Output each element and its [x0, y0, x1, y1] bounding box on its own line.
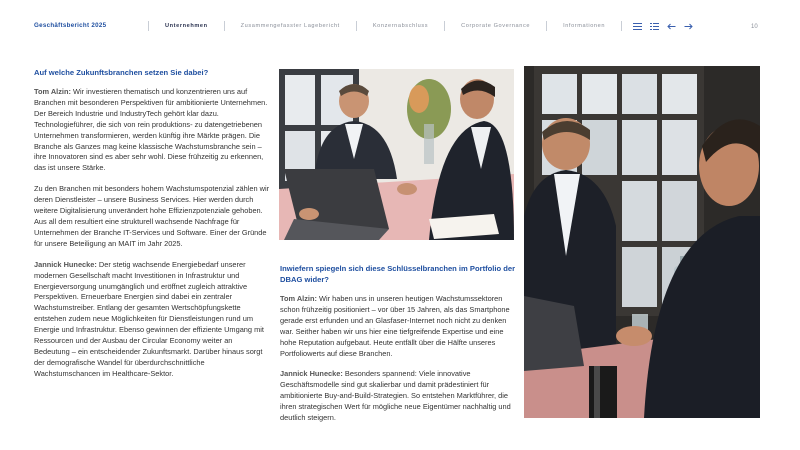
top-navigation [0, 0, 800, 46]
nav-item-informationen[interactable]: Informationen [546, 21, 622, 31]
nav-item-unternehmen[interactable]: Unternehmen [148, 21, 224, 31]
question-heading-2: Inwiefern spiegeln sich diese Schlüsselbranchen im Portfolio der DBAG wider? [280, 264, 516, 284]
question-heading-1: Auf welche Zukunftsbranchen setzen Sie dabei? [34, 68, 209, 77]
paragraph-text: Wir investieren thematisch und konzentrieren uns auf Branchen mit besonderen Perspektiven für ambitionierte Unternehmen. Der Bereich Industrie und IndustryTech gehört klar dazu. Technologieführer, die sich von rein produktions- zu datengetriebenen Unternehmen transformieren, werden künftig ihre Märkte prägen. Die Branche als Ganzes mag keine klassische Wachstumsbranche sein – ihre Innovatoren sind es aber sehr wohl. Diese frühzeitig zu erkennen, das ist unsere Stärke. [34, 87, 268, 173]
interview-photo-meeting [279, 69, 514, 240]
nav-item-konzernabschluss[interactable]: Konzernabschluss [356, 21, 444, 31]
report-title[interactable]: Geschäftsbericht 2025 [34, 22, 107, 29]
section-nav [148, 19, 622, 33]
paragraph-text: Der stetig wachsende Energiebedarf unserer modernen Gesellschaft macht Investitionen in Infrastruktur und Energieversorgung unumgänglich und eröffnet zugleich attraktive Perspektiven. Erneuerbare Energien sind dabei ein zentraler Wachstumstreiber. Entlang der gesamten Wertschöpfungskette entstehen zudem neue Möglichkeiten für Dienstleistungen rund um Energie und Infrastruktur. Ebenso gewinnen der effiziente Umgang mit Ressourcen und der Ausbau der Circular Economy weiter an Bedeutung – ein entscheidender Zukunftsmarkt. Darüber hinaus sorgt der demografische Wandel für überdurchschnittliche Wachstumschancen im Healthcare-Sektor. [34, 259, 264, 378]
speaker-name: Tom Alzin: [34, 87, 71, 96]
text-column-middle [280, 263, 516, 434]
answer-paragraph [34, 260, 270, 380]
paragraph-text: Besonders spannend: Viele innovative Geschäftsmodelle sind gut skalierbar und damit prädestiniert für ambitionierte Buy-and-Build-Strategien. So entstehen Marktführer, die ihren strategischen Wert für mögliche neue Eigentümer nachhaltig und deutlich steigern. [280, 369, 511, 423]
nav-item-lagebericht[interactable]: Zusammengefasster Lagebericht [224, 21, 356, 31]
nav-item-corporate-governance[interactable]: Corporate Governance [444, 21, 546, 31]
paragraph-text: Zu den Branchen mit besonders hohem Wachstumspotenzial zählen wir deren Dienstleister – unsere Business Services. Hier werden durch weitere Digitalisierung unverändert hohe Effizienzpotenziale gehoben. Aus all dem resultiert eine strukturell wachsende Nachfrage für Unternehmen der Branche IT-Services und Software. Einer der Gründe für unsere Beteiligung an MAIT im Jahr 2025. [34, 184, 270, 248]
arrow-left-icon[interactable] [666, 21, 677, 32]
answer-paragraph [34, 87, 270, 174]
answer-paragraph [280, 369, 516, 424]
paragraph-text: Wir haben uns in unseren heutigen Wachstumssektoren schon frühzeitig positioniert – vor über 15 Jahren, als das Smartphone gerade erst erfunden und an Glasfaser-Internet noch nicht zu denken war. Seither haben wir uns hier eine tiefgreifende Expertise und eine hohe Reputation aufgebaut. Heute entfällt über die Hälfte unseres Portfoliowerts auf diese Branchen. [280, 294, 510, 358]
speaker-name: Jannick Hunecke: [34, 259, 97, 269]
contents-icon[interactable] [649, 21, 660, 32]
nav-tools [632, 21, 700, 32]
page-number: 10 [751, 24, 758, 30]
menu-icon[interactable] [632, 21, 643, 32]
answer-paragraph [34, 184, 270, 249]
arrow-right-icon[interactable] [683, 21, 694, 32]
speaker-name: Tom Alzin: [280, 294, 317, 303]
text-column-left [34, 67, 270, 390]
speaker-name: Jannick Hunecke: [280, 369, 343, 379]
answer-paragraph [280, 294, 516, 359]
interview-photo-portrait [524, 66, 760, 418]
